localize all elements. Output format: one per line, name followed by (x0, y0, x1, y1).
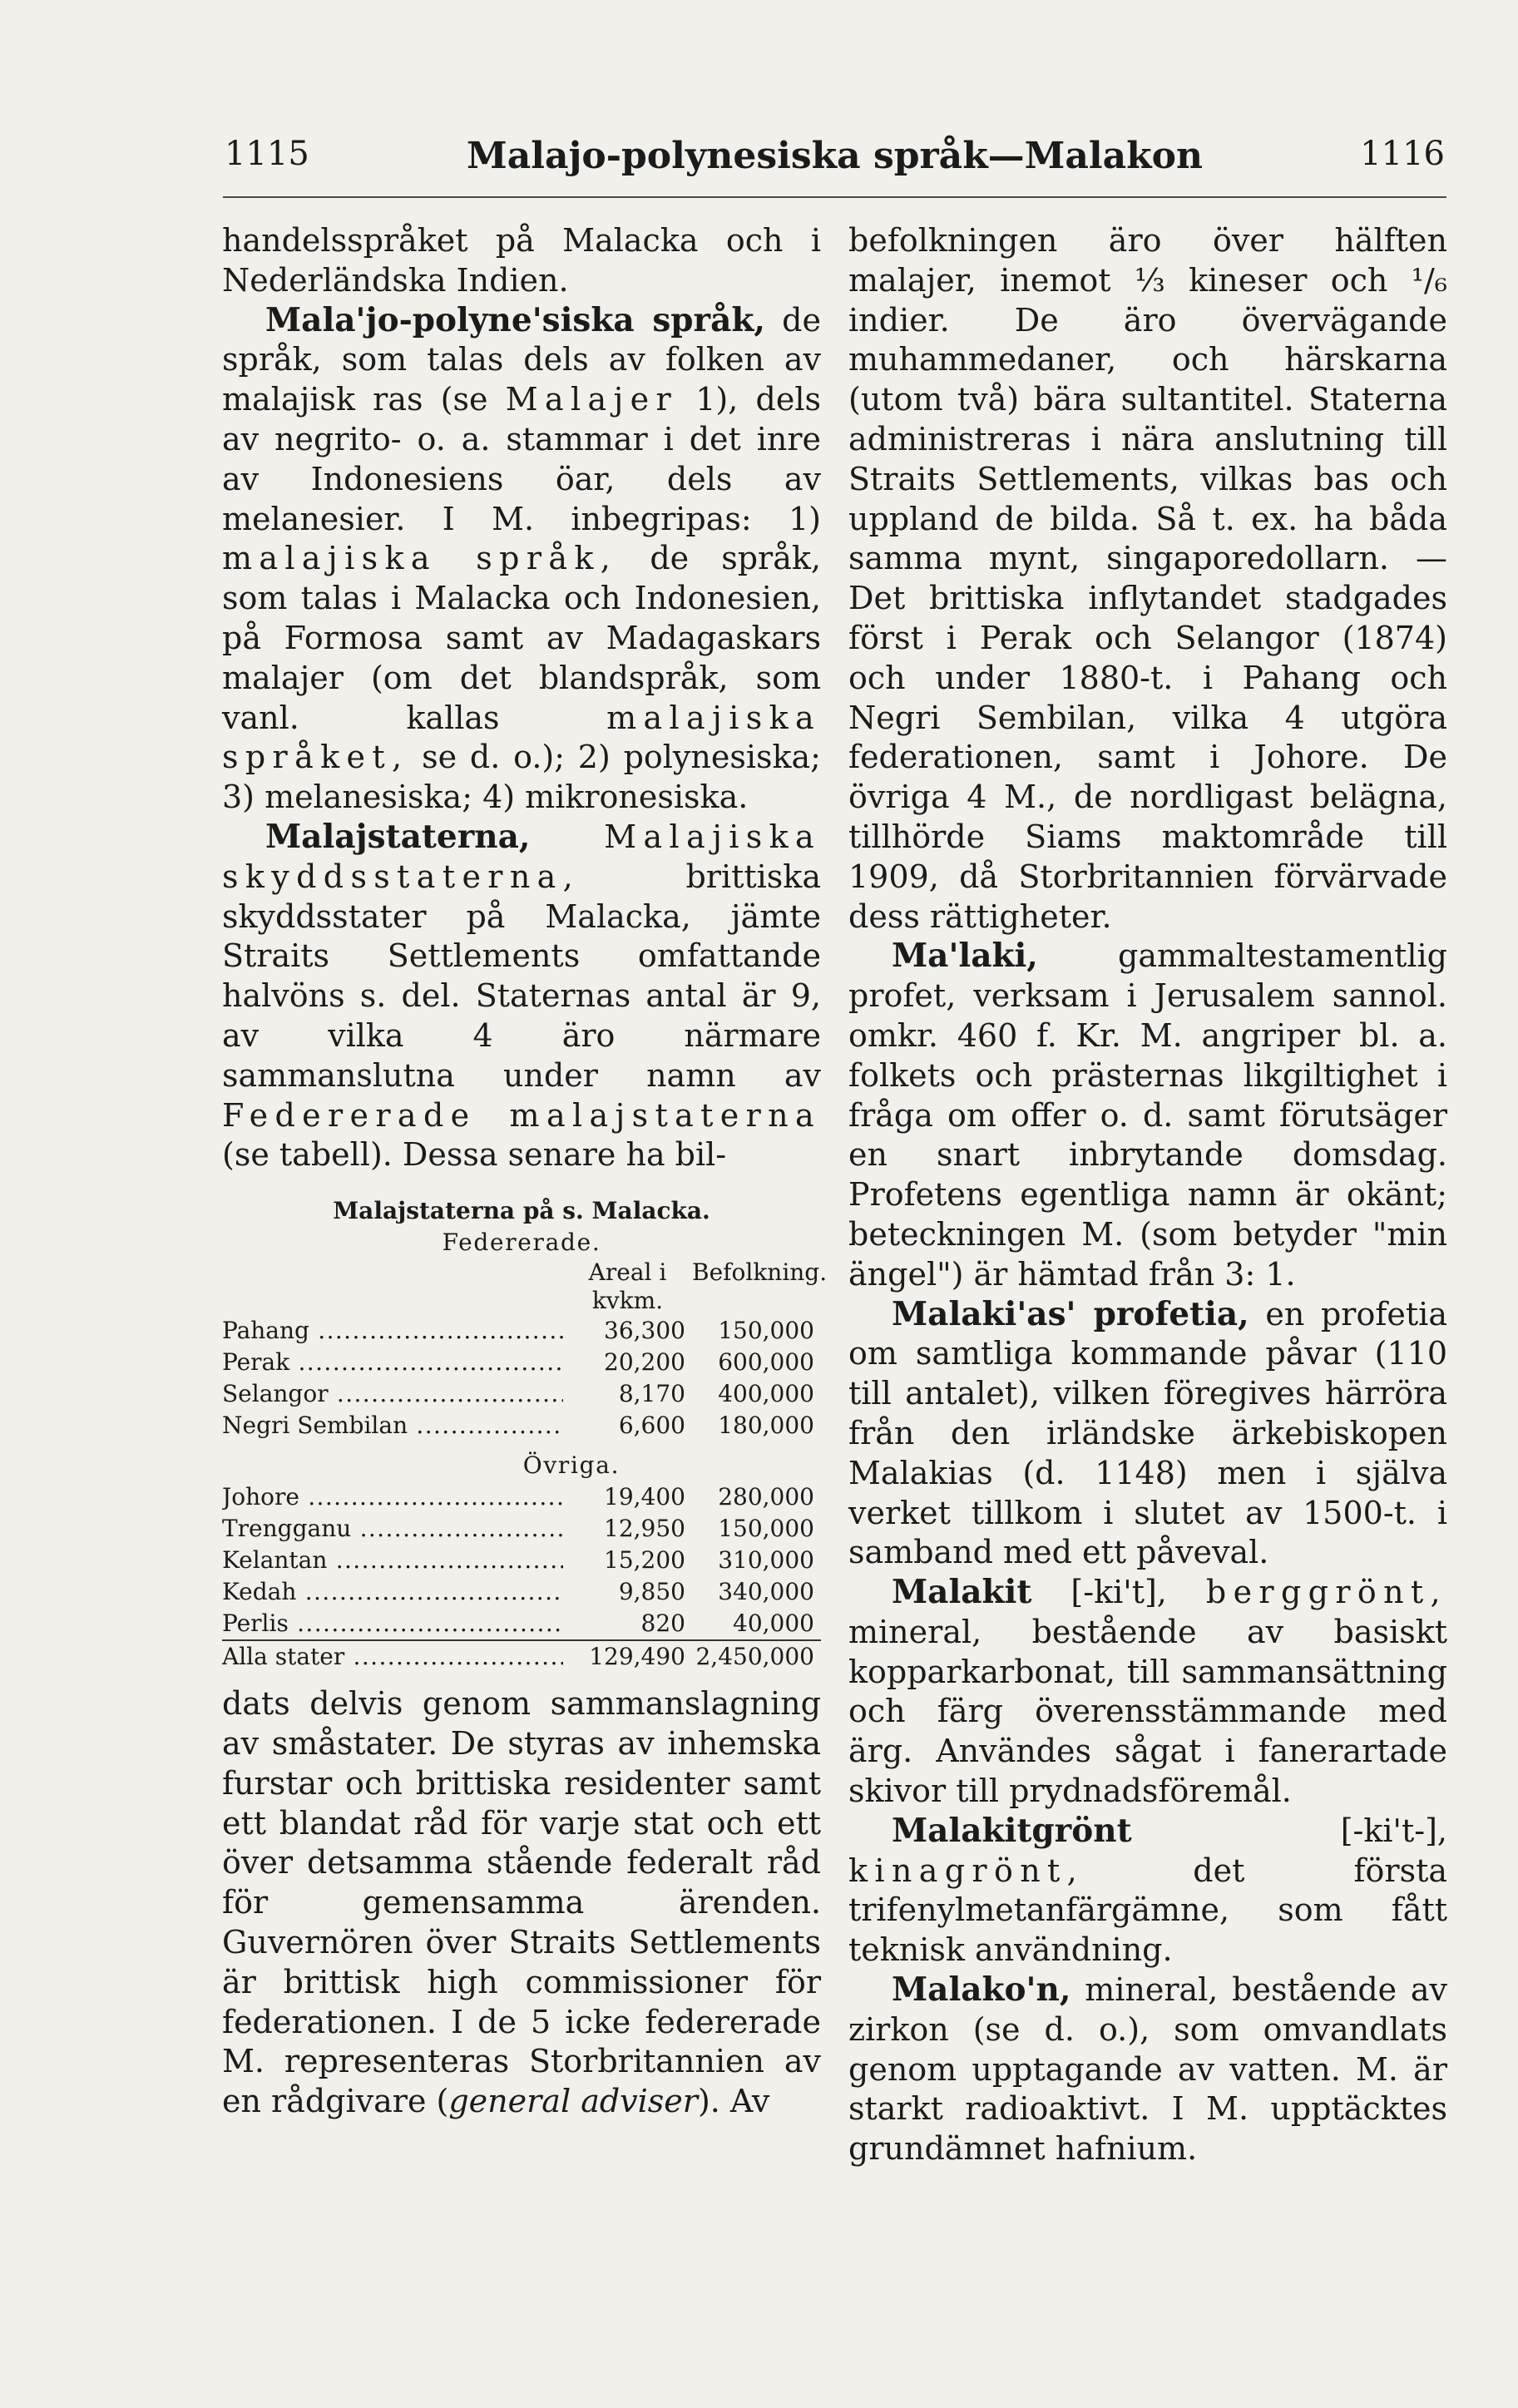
entry-headword: Malaki'as' profetia, (892, 1294, 1249, 1333)
entry-malajstaterna-continued (222, 1684, 821, 2122)
entry-text: de språk, som talas i Malacka och Indonesien, på Formosa samt av Madagaskars malajer (om det blandspråk, som vanl. kallas (222, 540, 821, 736)
table-total-population: 2,450,000 (692, 1639, 821, 1673)
italic-term: general adviser (448, 2083, 698, 2120)
table-cell-area: 36,300 (604, 1317, 685, 1345)
spaced-term: malajiska språk, (222, 540, 618, 577)
entry-headword: Malakit (892, 1573, 1032, 1612)
continuation-paragraph: handelsspråket på Malacka och i Nederländska Indien. (222, 222, 821, 299)
entry-text: det första trifenylmetanfärgämne, som fått teknisk användning. (848, 1852, 1447, 1969)
entry-text: 1), dels av negrito- o. a. stammar i det inre av Indonesiens öar, dels av melanesier. I M. inbegripas: 1) (222, 381, 821, 537)
table-cell-area: 12,950 (604, 1515, 685, 1543)
table-cell-name: Selangor ..... (222, 1378, 563, 1410)
entry-text: dats delvis genom sammanslagning av småstater. De styras av inhemska furstar och brittiska residenter samt ett blandat råd för varje stat och ett över detsamma stående federalt råd för gemensamma ärenden. Guvernören över Straits Settlements är brittisk high commissioner för federationen. I de 5 icke federerade M. representeras Storbritannien av en rådgivare ( (222, 1685, 821, 2120)
table-total-area: 129,490 (563, 1639, 692, 1673)
entry-text: de språk, som talas dels av folken av malajisk ras (se (222, 301, 821, 418)
entry-headword: Malajstaterna, (265, 817, 531, 856)
table-cell-area: 820 (640, 1609, 685, 1638)
table-subheading-other: Övriga. (522, 1451, 621, 1480)
spaced-term: kinagrönt, (848, 1852, 1085, 1889)
table-cell-area: 19,400 (604, 1483, 685, 1511)
page-number-right: 1116 (1360, 135, 1445, 173)
table-cell-area: 20,200 (604, 1348, 685, 1377)
table-title: Malajstaterna på s. Malacka. (333, 1197, 710, 1225)
entry-malakit (848, 1573, 1447, 1812)
entry-headword: Malakitgrönt (892, 1811, 1132, 1850)
spaced-term: Federerade malajstaterna (222, 1096, 821, 1134)
entry-text: mineral, bestående av zirkon (se d. o.), som omvandlats genom upptagande av vatten. M. är starkt radioaktivt. I M. upptäcktes grundämnet hafnium. (848, 1971, 1447, 2168)
entry-text: [-ki't], (1071, 1574, 1167, 1611)
entry-malajo-polynesiska (222, 301, 821, 818)
table-cell-name: Kedah ..... (222, 1576, 563, 1608)
table-cell-population: 180,000 (718, 1412, 814, 1440)
table-grid (222, 1258, 828, 1673)
entry-headword: Ma'laki, (892, 937, 1038, 976)
page-number-left: 1115 (225, 135, 309, 173)
entry-text: mineral, bestående av basiskt kopparkarbonat, till sammansättning och färg överensstämmande med ärg. Användes sågat i fanerartade skivor till prydnadsföremål. (848, 1613, 1447, 1810)
left-column (222, 221, 828, 2122)
entry-headword: Malako'n, (892, 1970, 1071, 2010)
entry-text: ). Av (697, 2083, 770, 2120)
entry-text: gammaltestamentlig profet, verksam i Jerusalem sannol. omkr. 460 f. Kr. M. angriper bl. a. folkets och prästernas likgiltighet i fråga om offer o. d. samt förutsäger en snart inbrytande domsdag. Profetens egentliga namn är okänt; beteckningen M. (som betyder "min ängel") är hämtad från 3: 1. (848, 937, 1447, 1293)
table-cell-population: 150,000 (718, 1515, 814, 1543)
table-header-blank (222, 1258, 563, 1315)
entry-malakitgront (848, 1812, 1447, 1970)
table-header-population: Befolkning. (692, 1258, 828, 1287)
table-cell-name: Negri Sembilan ..... (222, 1410, 563, 1441)
entry-text: se d. o.); 2) polynesiska; 3) melanesiska; 4) mikronesiska. (222, 739, 821, 816)
spaced-term: berggrönt, (1205, 1574, 1447, 1611)
table-cell-area: 15,200 (604, 1546, 685, 1575)
table-cell-area: 8,170 (618, 1380, 685, 1408)
table-total-name: Alla stater ..... (222, 1639, 563, 1673)
entry-malakon (848, 1970, 1447, 2169)
table-cell-population: 280,000 (718, 1483, 814, 1511)
table-cell-name: Perlis ..... (222, 1608, 563, 1639)
entry-text: brittiska skyddsstater på Malacka, jämte Straits Settlements omfattande halvöns s. del. Staternas antal är 9, av vilka 4 äro närmare sammanslutna under namn av (222, 858, 821, 1094)
table-subheading-federated: Federerade. (442, 1229, 601, 1257)
continuation-paragraph: befolkningen äro över hälften malajer, inemot ⅓ kineser och ¹/₆ indier. De äro övervägande muhammedaner, och härskarna (utom två) bära sultantitel. Staterna administreras i nära anslutning till Straits Settlements, vilkas bas och uppland de bilda. Så t. ex. ha båda samma mynt, singaporedollarn. — Det brittiska inflytandet stadgades först i Perak och Selangor (1874) och under 1880-t. i Pahang och Negri Sembilan, vilka 4 utgöra federationen, samt i Johore. De övriga 4 M., de nordligast belägna, tillhörde Siams maktområde till 1909, då Storbritannien förvärvade dess rättigheter. (848, 222, 1447, 935)
page-header (225, 135, 1445, 193)
table-cell-name: Pahang ..... (222, 1315, 563, 1347)
spaced-term: Malajer (505, 381, 679, 418)
table-header-area: Areal i kvkm. (588, 1258, 667, 1315)
running-title: Malajo-polynesiska språk—Malakon (467, 135, 1203, 177)
entry-text: [-ki't-], (1340, 1812, 1447, 1849)
table-cell-name: Johore ..... (222, 1481, 563, 1513)
header-rule (223, 196, 1446, 198)
entry-text: en profetia om samtliga kommande påvar (110 till antalet), vilken föregives härröra från den irländske ärkebiskopen Malakias (d. 1148) men i själva verket tillkom i slutet av 1500-t. i samband med ett påveval. (848, 1295, 1447, 1571)
entry-headword: Mala'jo-polyne'siska språk, (265, 300, 765, 339)
table-cell-name: Perak ..... (222, 1347, 563, 1378)
table-cell-area: 6,600 (618, 1412, 685, 1440)
spaced-term: Malajiska skyddsstaterna, (222, 818, 821, 895)
spaced-term: malajiska språket, (222, 699, 821, 776)
table-cell-population: 400,000 (718, 1380, 814, 1408)
malay-states-table (222, 1195, 828, 1673)
table-cell-population: 310,000 (718, 1546, 814, 1575)
entry-malakias-profetia (848, 1295, 1447, 1574)
entry-text: (se tabell). Dessa senare ha bil- (222, 1136, 727, 1174)
right-column (848, 221, 1447, 2169)
entry-malajstaterna (222, 818, 821, 1175)
table-cell-population: 600,000 (718, 1348, 814, 1377)
table-cell-population: 40,000 (733, 1609, 814, 1638)
table-cell-area: 9,850 (618, 1578, 685, 1606)
table-cell-population: 340,000 (718, 1578, 814, 1606)
entry-malaki (848, 937, 1447, 1294)
table-cell-population: 150,000 (718, 1317, 814, 1345)
table-cell-name: Trengganu ..... (222, 1513, 563, 1545)
table-cell-name: Kelantan ..... (222, 1545, 563, 1576)
